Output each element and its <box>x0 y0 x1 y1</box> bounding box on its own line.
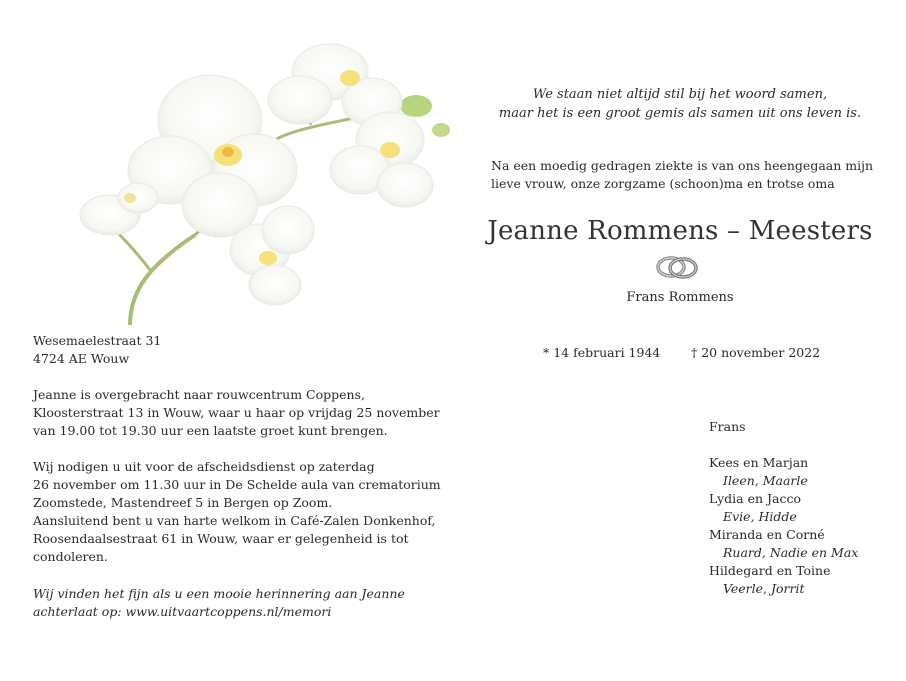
text-line: Jeanne is overgebracht naar rouwcentrum Coppens, <box>33 387 365 402</box>
service-paragraph <box>33 458 441 566</box>
announcement-line: Na een moedig gedragen ziekte is van ons heengegaan mijn <box>491 158 874 173</box>
text-line: Kloosterstraat 13 in Wouw, waar u haar op vrijdag 25 november <box>33 405 440 420</box>
text-line: Wij vinden het fijn als u een mooie herinnering aan Jeanne <box>33 586 405 601</box>
birth-date: * 14 februari 1944 <box>543 345 661 360</box>
text-line: Roosendaalsestraat 61 in Wouw, waar er gelegenheid is tot <box>33 531 409 546</box>
deceased-name: Jeanne Rommens – Meesters <box>487 216 873 246</box>
viewing-paragraph <box>33 386 440 440</box>
text-line: achterlaat op: www.uitvaartcoppens.nl/memori <box>33 604 332 619</box>
text-line: Wij nodigen u uit voor de afscheidsdienst op zaterdag <box>33 459 375 474</box>
announcement-text <box>491 157 873 193</box>
text-line: van 19.00 tot 19.30 uur een laatste groet kunt brengen. <box>33 423 388 438</box>
quote-line: We staan niet altijd stil bij het woord samen, <box>532 87 828 102</box>
family-list <box>709 418 858 598</box>
orchid-illustration <box>60 30 460 330</box>
address-line: Wesemaelestraat 31 <box>33 333 162 348</box>
text-line: 26 november om 11.30 uur in De Schelde aula van crematorium <box>33 477 441 492</box>
family-children: Veerle, Jorrit <box>723 581 805 596</box>
family-children: Ruard, Nadie en Max <box>723 545 859 560</box>
family-member: Frans <box>709 419 746 434</box>
text-line: Aansluitend bent u van harte welkom in Café-Zalen Donkenhof, <box>33 513 436 528</box>
wedding-rings-icon <box>652 252 702 282</box>
family-couple: Kees en Marjan <box>709 455 809 470</box>
spouse-name: Frans Rommens <box>626 290 734 305</box>
family-couple: Hildegard en Toine <box>709 563 831 578</box>
address-line: 4724 AE Wouw <box>33 351 130 366</box>
announcement-line: lieve vrouw, onze zorgzame (schoon)ma en trotse oma <box>491 176 835 191</box>
family-couple: Miranda en Corné <box>709 527 825 542</box>
family-children: Evie, Hidde <box>723 509 797 524</box>
memorial-paragraph <box>33 585 433 621</box>
home-address <box>33 332 161 368</box>
family-children: Ileen, Maarle <box>723 473 808 488</box>
death-date: † 20 november 2022 <box>691 345 821 360</box>
family-couple: Lydia en Jacco <box>709 491 801 506</box>
memorial-quote <box>490 85 870 123</box>
quote-line: maar het is een groot gemis als samen uit ons leven is. <box>498 106 862 121</box>
text-line: Zoomstede, Mastendreef 5 in Bergen op Zoom. <box>33 495 333 510</box>
spacer <box>709 436 858 454</box>
text-line: condoleren. <box>33 549 108 564</box>
